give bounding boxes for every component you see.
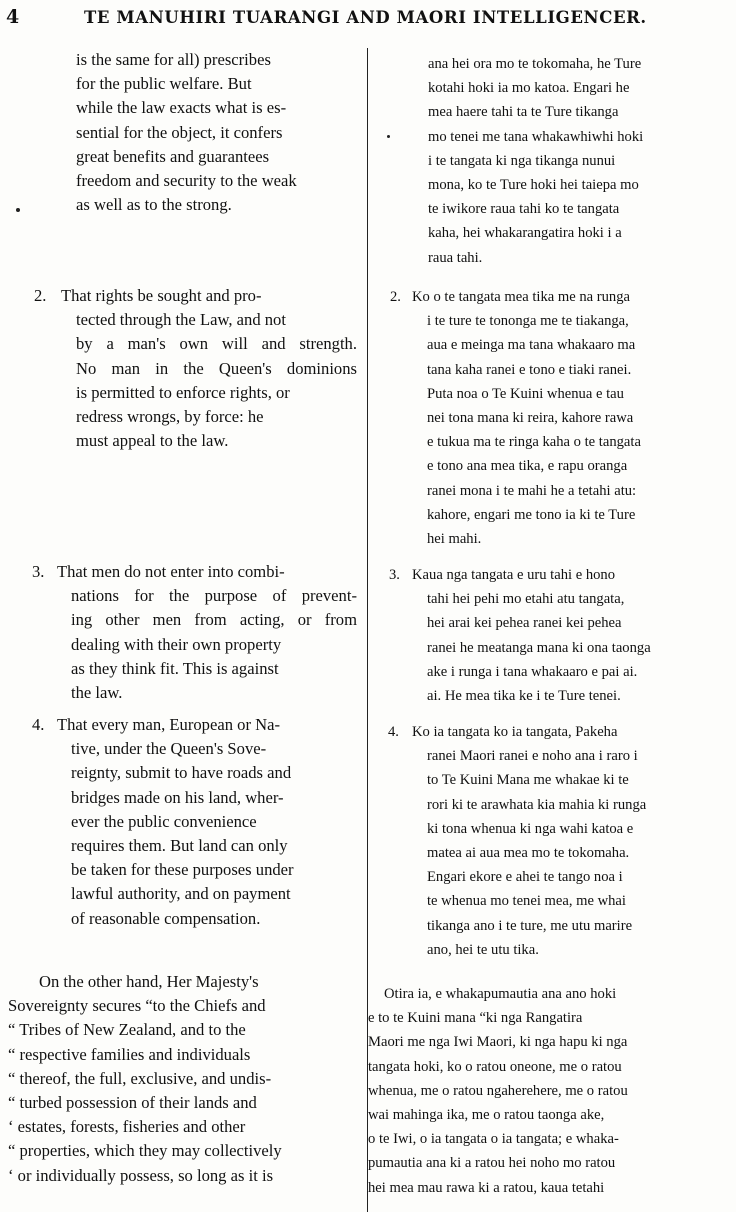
text-line: Kaua nga tangata e uru tahi e hono [412, 567, 616, 583]
text-line: tive, under the Queen's Sove- [71, 739, 267, 759]
text-line: for the public welfare. But [76, 74, 252, 94]
text-line: whenua, me o ratou ngaherehere, me o ratou [368, 1082, 628, 1099]
text-line: Ko o te tangata mea tika me na runga [412, 289, 631, 305]
text-line: ranei he meatanga mana ki ona taonga [427, 639, 651, 656]
text-line: o te Iwi, o ia tangata o ia tangata; e whaka- [368, 1131, 619, 1148]
text-line: mo tenei me tana whakawhiwhi hoki [428, 128, 644, 145]
text-line: kaha, hei whakarangatira hoki i a [428, 225, 622, 242]
text-line: ‘ estates, forests, fisheries and other [8, 1117, 246, 1137]
text-line: ‘ or individually possess, so long as it is [8, 1165, 274, 1185]
text-line: tected through the Law, and not [76, 310, 286, 330]
text-line: is the same for all) prescribes [76, 50, 271, 69]
text-line: hei mahi. [427, 531, 482, 548]
text-line: ever the public convenience [71, 811, 257, 831]
text-line: kotahi hoki ia mo katoa. Engari he [428, 80, 630, 97]
text-line: ai. He mea tika ke i te Ture tenei. [427, 688, 621, 705]
text-line: as well as to the strong. [76, 195, 232, 215]
text-line: ana hei ora mo te tokomaha, he Ture [428, 56, 642, 72]
text-line: Engari ekore e ahei te tango noa i [427, 869, 623, 886]
text-line: That every man, European or Na- [57, 715, 280, 734]
text-line: e tono ana mea tika, e rapu oranga [427, 458, 628, 475]
maori-item-number-2: 2. [390, 289, 401, 305]
text-line: by a man's own will and strength. [76, 334, 357, 354]
text-line: aua e meinga ma tana whakaaro ma [427, 337, 636, 354]
text-line: That men do not enter into combi- [57, 562, 285, 581]
text-line: is permitted to enforce rights, or [76, 382, 290, 402]
text-line: of reasonable compensation. [71, 908, 261, 928]
text-line: hei arai kei pehea ranei kei pehea [427, 615, 622, 632]
text-line: pumautia ana ki a ratou hei noho mo ratou [368, 1155, 616, 1172]
maori-closing-paragraph [368, 982, 628, 1200]
english-item-4 [57, 713, 294, 931]
maori-item-4 [412, 720, 646, 962]
text-line: tana kaha ranei e tono e tiaki ranei. [427, 361, 632, 378]
ink-speck [387, 135, 390, 138]
text-line: “ turbed possession of their lands and [8, 1093, 257, 1113]
text-line: the law. [71, 683, 123, 703]
text-line: raua tahi. [428, 249, 483, 266]
running-header [0, 4, 736, 38]
text-line: Maori me nga Iwi Maori, ki nga hapu ki nga [368, 1034, 628, 1051]
text-line: No man in the Queen's dominions [76, 358, 357, 378]
english-intro-paragraph [76, 48, 297, 217]
text-line: “ thereof, the full, exclusive, and undis- [8, 1068, 272, 1088]
text-line: ano, hei te utu tika. [427, 941, 539, 958]
text-line: “ respective families and individuals [8, 1044, 251, 1064]
text-line: ranei mona i te mahi he a tetahi atu: [427, 482, 637, 499]
text-line: reignty, submit to have roads and [71, 763, 292, 783]
text-line: mona, ko te Ture hoki hei taiepa mo [428, 177, 639, 194]
text-line: ing other men from acting, or from [71, 610, 357, 630]
text-line: as they think fit. This is against [71, 658, 279, 678]
text-line: mea haere tahi ta te Ture tikanga [428, 104, 619, 121]
text-line: matea ai aua mea mo te tokomaha. [427, 845, 630, 862]
english-closing-paragraph [8, 970, 282, 1188]
maori-intro-paragraph [428, 52, 643, 270]
text-line: hei mea mau rawa ki a ratou, kaua tetahi [368, 1179, 605, 1196]
text-line: ki tona whenua ki nga wahi katoa e [427, 820, 634, 837]
text-line: to Te Kuini Mana me whakae ki te [427, 772, 629, 789]
text-line: requires them. But land can only [71, 836, 288, 856]
text-line: kahore, engari me tono ia ki te Ture [427, 506, 636, 523]
text-line: nations for the purpose of prevent- [71, 586, 357, 606]
text-line: freedom and security to the weak [76, 171, 297, 191]
english-item-3 [57, 560, 357, 705]
text-line: e to te Kuini mana “ki nga Rangatira [368, 1010, 583, 1027]
text-line: ake i runga i tana whakaaro e pai ai. [427, 663, 638, 680]
text-line: dealing with their own property [71, 634, 282, 654]
text-line: Sovereignty secures “to the Chiefs and [8, 996, 266, 1016]
maori-item-2 [412, 285, 641, 551]
page-number: 4 [6, 6, 20, 28]
english-item-number-3: 3. [32, 562, 45, 581]
maori-item-number-3: 3. [389, 567, 400, 583]
text-line: i te tangata ki nga tikanga nunui [428, 152, 616, 169]
text-line: tikanga ano i te ture, me utu marire [427, 917, 633, 934]
text-line: lawful authority, and on payment [71, 884, 291, 904]
text-line: rori ki te arawhata kia mahia ki runga [427, 796, 647, 813]
text-line: great benefits and guarantees [76, 146, 270, 166]
maori-item-3 [412, 563, 651, 708]
maori-item-number-4: 4. [388, 724, 399, 740]
text-line: bridges made on his land, wher- [71, 787, 284, 807]
text-line: redress wrongs, by force: he [76, 407, 264, 427]
text-line: ranei Maori ranei e noho ana i raro i [427, 748, 638, 765]
text-line: That rights be sought and pro- [61, 286, 262, 305]
english-item-number-4: 4. [32, 715, 45, 734]
text-line: Puta noa o Te Kuini whenua e tau [427, 385, 624, 402]
text-line: sential for the object, it confers [76, 122, 283, 142]
english-item-number-2: 2. [34, 286, 47, 305]
text-line: be taken for these purposes under [71, 860, 294, 880]
text-line: On the other hand, Her Majesty's [39, 972, 259, 991]
text-line: te whenua mo tenei mea, me whai [427, 893, 626, 910]
text-line: “ properties, which they may collectively [8, 1141, 282, 1161]
text-line: e tukua ma te ringa kaha o te tangata [427, 434, 641, 451]
text-line: nei tona mana ki reira, kahore rawa [427, 410, 634, 427]
text-line: Ko ia tangata ko ia tangata, Pakeha [412, 724, 618, 740]
text-line: te iwikore raua tahi ko te tangata [428, 201, 620, 218]
text-line: tahi hei pehi mo etahi atu tangata, [427, 591, 625, 608]
text-line: wai mahinga ika, me o ratou taonga ake, [368, 1107, 605, 1124]
text-line: i te ture te tononga me te tiakanga, [427, 313, 629, 330]
text-line: Otira ia, e whakapumautia ana ano hoki [384, 986, 617, 1002]
running-title: TE MANUHIRI TUARANGI AND MAORI INTELLIGENCER. [84, 8, 647, 27]
text-line: while the law exacts what is es- [76, 98, 287, 118]
ink-speck [16, 208, 20, 212]
text-line: must appeal to the law. [76, 431, 229, 451]
english-item-2 [61, 284, 357, 453]
text-line: tangata hoki, ko o ratou oneone, me o ratou [368, 1058, 622, 1075]
text-line: “ Tribes of New Zealand, and to the [8, 1020, 246, 1040]
